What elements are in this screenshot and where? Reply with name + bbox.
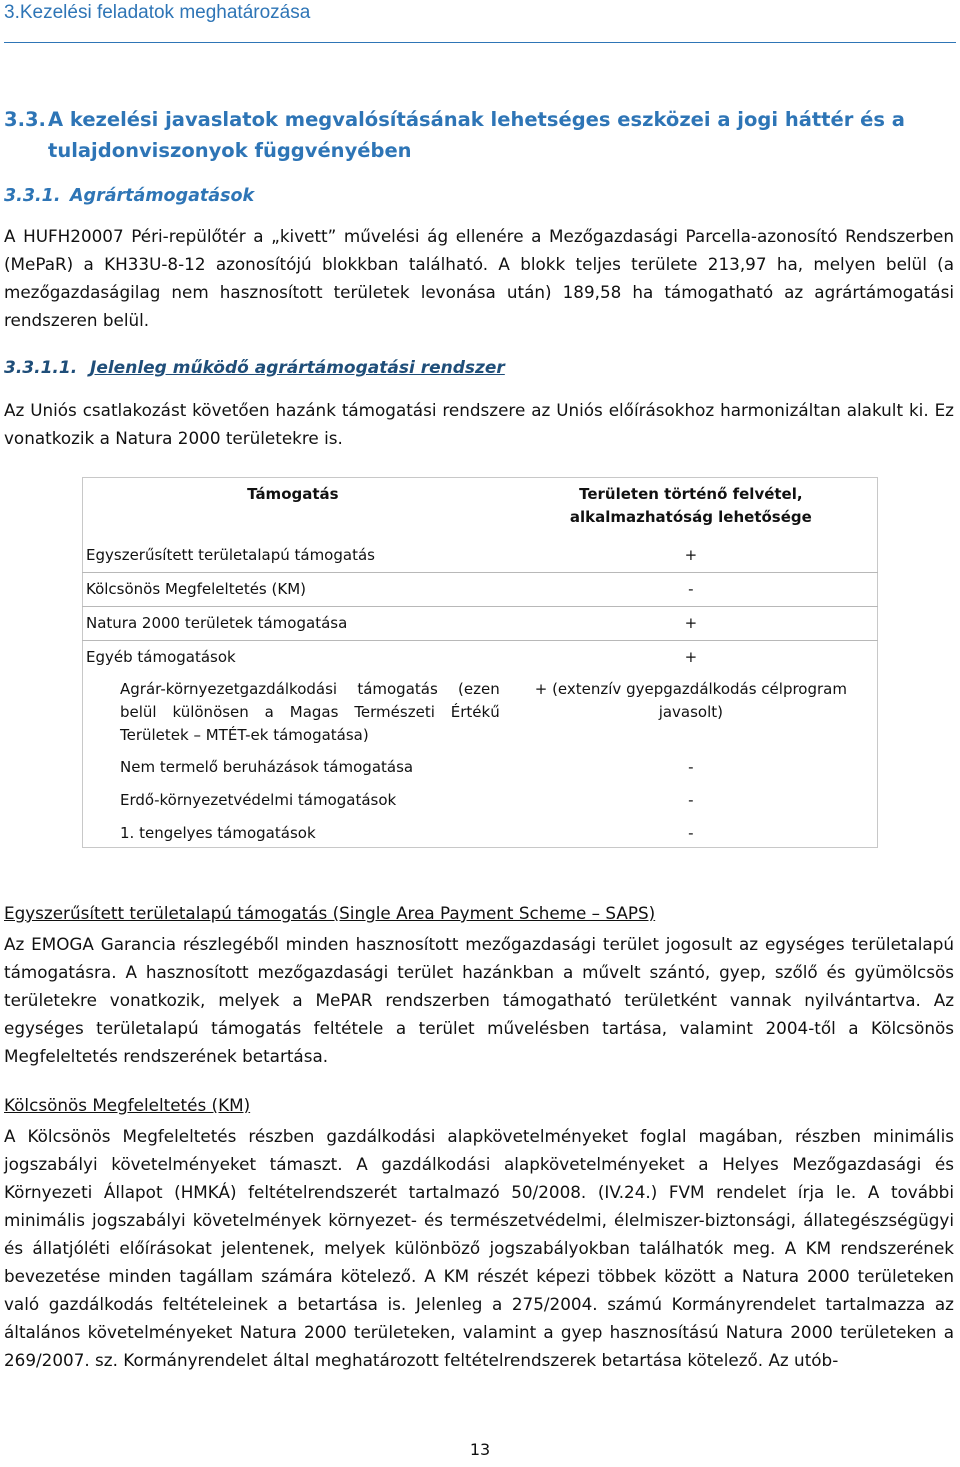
table-row	[82, 607, 878, 641]
table-row	[82, 784, 878, 817]
paragraph-km: A Kölcsönös Megfeleltetés részben gazdálkodási alapkövetelményeket foglal magában, részben minimális jogszabályi követelményeket támaszt. A gazdálkodási alapkövetelményeket a Helyes Mezőgazdasági és Környezeti Állapot (HMKÁ) feltételrendszerét tartalmazó 50/2008. (IV.24.) FVM rendelet írja le. A további minimális jogszabályi követelmények környezet- és természetvédelmi, élelmiszer-biztonsági, állategészségügyi és állatjóléti előírásokat jelentenek, melyek különböző jogszabályokban találhatók meg. A KM rendszerének bevezetése minden tagállam számára kötelező. A KM részét képezi többek között a Natura 2000 területeken való gazdálkodás feltételeinek a betartása is. Jelenleg a 275/2004. számú Kormányrendelet tartalmazza az általános követelményeket Natura 2000 területeken, valamint a gyep hasznosítású Natura 2000 területeken a 269/2007. sz. Kormányrendelet által meghatározott feltételrendszerek betartása kötelező. Az utób-	[4, 1126, 954, 1370]
support-name: Egyéb támogatások	[82, 641, 504, 675]
support-name: Nem termelő beruházások támogatása	[120, 758, 414, 776]
support-value: +	[684, 546, 698, 564]
heading-number: 3.3.1.	[4, 186, 61, 206]
support-value: -	[688, 758, 694, 776]
support-value: + (extenzív gyepgazdálkodás célprogram javasolt)	[534, 680, 847, 721]
heading-number: 3.3.	[4, 108, 46, 131]
support-name: Kölcsönös Megfeleltetés (KM)	[82, 573, 504, 607]
support-table	[82, 477, 878, 850]
support-name: Erdő-környezetvédelmi támogatások	[120, 791, 397, 809]
heading-title: Jelenleg működő agrártámogatási rendszer	[90, 358, 505, 378]
support-value: +	[504, 641, 878, 675]
km-title: Kölcsönös Megfeleltetés (KM)	[4, 1095, 251, 1115]
support-name: Natura 2000 területek támogatása	[82, 607, 504, 641]
running-header: 3.Kezelési feladatok meghatározása	[4, 2, 311, 23]
support-value: -	[688, 824, 694, 842]
support-name: 1. tengelyes támogatások	[120, 824, 316, 842]
column-header-support: Támogatás	[247, 485, 339, 503]
page-number: 13	[469, 1440, 491, 1459]
table-row	[82, 641, 878, 675]
support-name: Egyszerűsített területalapú támogatás	[86, 546, 375, 564]
support-value: +	[504, 607, 878, 641]
table-header-row	[82, 477, 878, 539]
heading-title: Agrártámogatások	[70, 186, 255, 206]
paragraph-saps: Az EMOGA Garancia részlegéből minden hasznosított mezőgazdasági terület jogosult az egységes területalapú támogatásra. A hasznosított mezőgazdasági terület hazánkban a művelt szántó, gyep, szőlő és gyümölcsös területekre vonatkozik, melyek a MePAR rendszerben támogatható területként vannak nyilvántartva. Az egységes területalapú támogatás feltétele a terület művelésben tartása, valamint 2004-től a Kölcsönös Megfeleltetés rendszerének betartása.	[4, 934, 954, 1066]
support-name: Agrár-környezetgazdálkodási támogatás (ezen belül különösen a Magas Természeti Értékű Területek – MTÉT-ek támogatása)	[120, 680, 500, 744]
heading-section-3-3-1-1	[4, 358, 505, 378]
heading-section-3-3	[4, 104, 944, 166]
table-row	[82, 817, 878, 850]
column-header-applicability: Területen történő felvétel, alkalmazhatóság lehetősége	[569, 485, 812, 526]
table-row	[82, 573, 878, 607]
heading-number: 3.3.1.1.	[4, 358, 78, 378]
heading-section-3-3-1	[4, 186, 254, 206]
support-value: -	[688, 791, 694, 809]
heading-title-line2: tulajdonviszonyok függvényében	[48, 139, 412, 162]
table-row	[82, 539, 878, 573]
table-row	[82, 751, 878, 784]
saps-title: Egyszerűsített területalapú támogatás (Single Area Payment Scheme – SAPS)	[4, 903, 656, 923]
heading-title-line1: A kezelési javaslatok megvalósításának lehetséges eszközei a jogi háttér és a	[48, 108, 905, 131]
paragraph-agrartamogatasok: A HUFH20007 Péri-repülőtér a „kivett” művelési ág ellenére a Mezőgazdasági Parcella-azonosító Rendszerben (MePaR) a KH33U-8-12 azonosítójú blokkban található. A blokk teljes területe 213,97 ha, melyen belül (a mezőgazdaságilag nem hasznosított területek levonása után) 189,58 ha támogatható az agrártámogatási rendszeren belül.	[4, 226, 954, 330]
support-value: -	[504, 573, 878, 607]
paragraph-tamogatasi-rendszer: Az Uniós csatlakozást követően hazánk támogatási rendszere az Uniós előírásokhoz harmonizáltan alakult ki. Ez vonatkozik a Natura 2000 területekre is.	[4, 400, 954, 448]
header-rule	[4, 42, 956, 43]
table-row	[82, 674, 878, 751]
